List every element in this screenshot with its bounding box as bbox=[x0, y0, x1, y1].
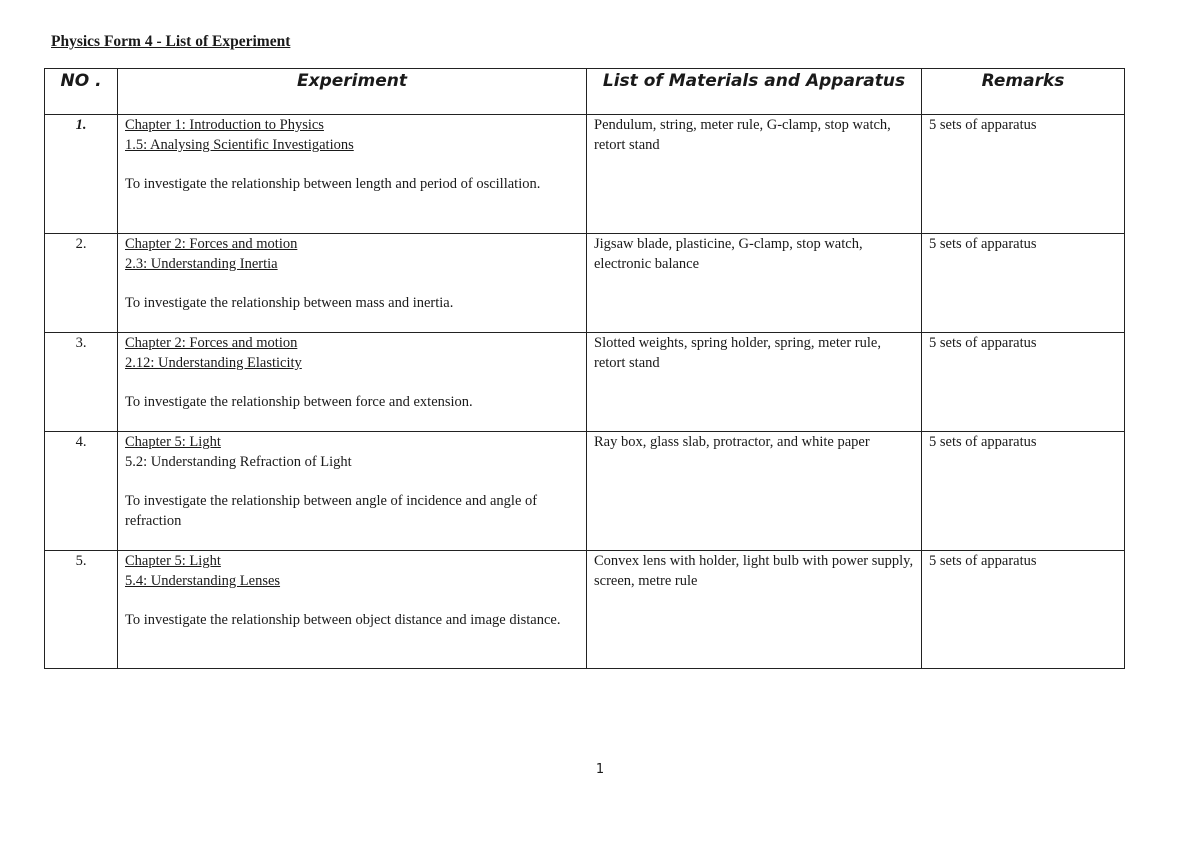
header-materials: List of Materials and Apparatus bbox=[587, 69, 922, 115]
materials-cell: Convex lens with holder, light bulb with power supply, screen, metre rule bbox=[587, 551, 922, 669]
row-number: 3. bbox=[45, 333, 118, 432]
header-no: NO . bbox=[45, 69, 118, 115]
subtopic-title: 2.3: Understanding Inertia bbox=[125, 256, 278, 272]
header-experiment: Experiment bbox=[118, 69, 587, 115]
experiment-objective: To investigate the relationship between angle of incidence and angle of refraction bbox=[125, 493, 538, 529]
document-title: Physics Form 4 - List of Experiment bbox=[51, 33, 291, 50]
chapter-title: Chapter 2: Forces and motion bbox=[125, 335, 298, 351]
row-number: 1. bbox=[45, 115, 118, 234]
subtopic-title: 1.5: Analysing Scientific Investigations bbox=[125, 137, 354, 153]
experiment-objective: To investigate the relationship between force and extension. bbox=[125, 394, 473, 410]
chapter-title: Chapter 2: Forces and motion bbox=[125, 236, 298, 252]
experiment-cell bbox=[118, 234, 587, 333]
remarks-cell: 5 sets of apparatus bbox=[922, 551, 1125, 669]
table-row bbox=[45, 115, 1125, 234]
experiment-cell bbox=[118, 432, 587, 551]
remarks-cell: 5 sets of apparatus bbox=[922, 333, 1125, 432]
remarks-cell: 5 sets of apparatus bbox=[922, 115, 1125, 234]
experiment-cell bbox=[118, 333, 587, 432]
experiment-objective: To investigate the relationship between object distance and image distance. bbox=[125, 612, 561, 628]
chapter-title: Chapter 5: Light bbox=[125, 553, 221, 569]
experiment-cell bbox=[118, 551, 587, 669]
header-row bbox=[45, 69, 1125, 115]
table-row bbox=[45, 432, 1125, 551]
table-row bbox=[45, 551, 1125, 669]
subtopic-title: 5.2: Understanding Refraction of Light bbox=[125, 454, 352, 470]
subtopic-title: 5.4: Understanding Lenses bbox=[125, 573, 281, 589]
remarks-cell: 5 sets of apparatus bbox=[922, 432, 1125, 551]
experiment-table bbox=[44, 68, 1125, 669]
row-number: 5. bbox=[45, 551, 118, 669]
row-number: 2. bbox=[45, 234, 118, 333]
chapter-title: Chapter 5: Light bbox=[125, 434, 221, 450]
experiment-cell bbox=[118, 115, 587, 234]
experiment-objective: To investigate the relationship between length and period of oscillation. bbox=[125, 176, 541, 192]
subtopic-title: 2.12: Understanding Elasticity bbox=[125, 355, 302, 371]
header-remarks: Remarks bbox=[922, 69, 1125, 115]
remarks-cell: 5 sets of apparatus bbox=[922, 234, 1125, 333]
materials-cell: Slotted weights, spring holder, spring, meter rule, retort stand bbox=[587, 333, 922, 432]
chapter-title: Chapter 1: Introduction to Physics bbox=[125, 117, 324, 133]
row-number: 4. bbox=[45, 432, 118, 551]
materials-cell: Jigsaw blade, plasticine, G-clamp, stop watch, electronic balance bbox=[587, 234, 922, 333]
materials-cell: Pendulum, string, meter rule, G-clamp, stop watch, retort stand bbox=[587, 115, 922, 234]
table-row bbox=[45, 234, 1125, 333]
materials-cell: Ray box, glass slab, protractor, and white paper bbox=[587, 432, 922, 551]
table-row bbox=[45, 333, 1125, 432]
page-number: 1 bbox=[595, 762, 605, 777]
experiment-objective: To investigate the relationship between mass and inertia. bbox=[125, 295, 454, 311]
